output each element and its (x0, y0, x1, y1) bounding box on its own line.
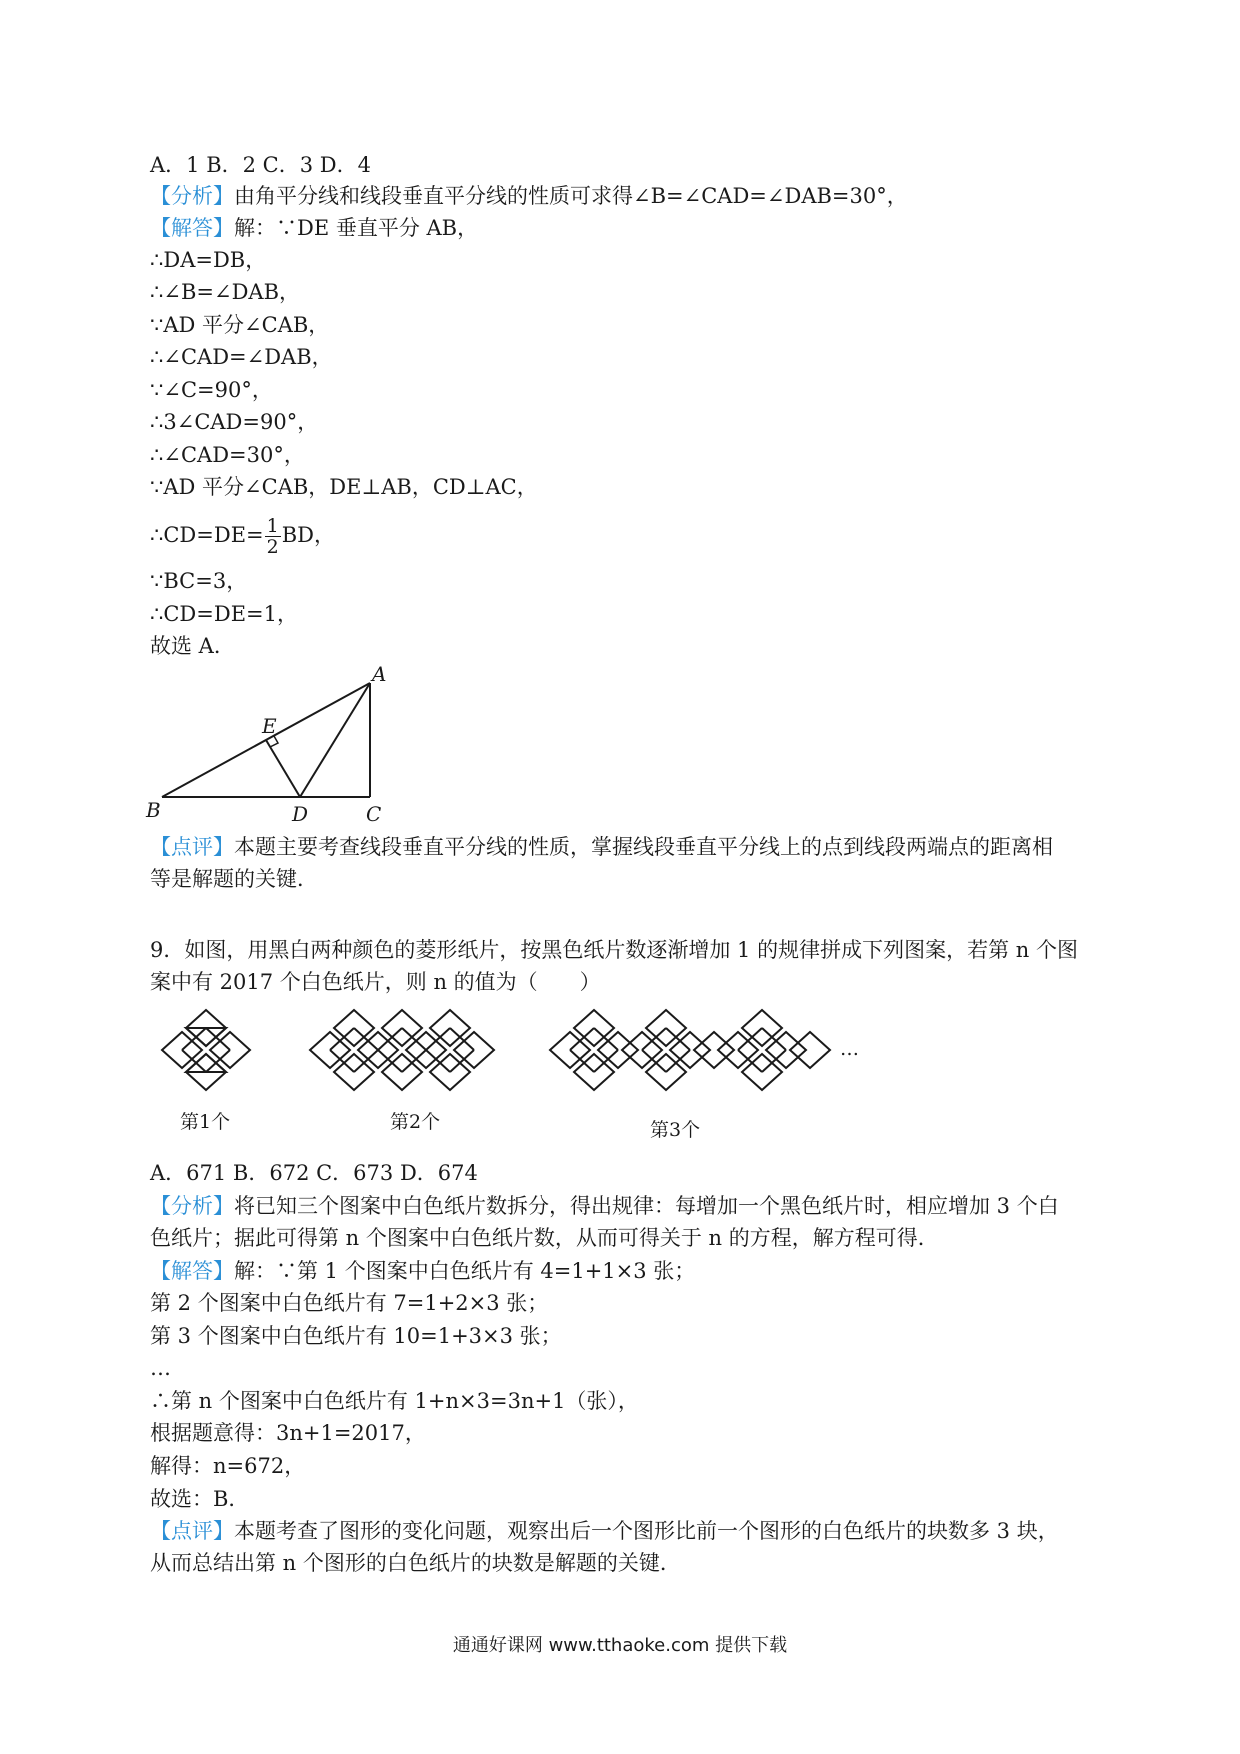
answer-tag: 【解答】 (150, 216, 234, 240)
q9-answer (150, 1256, 695, 1286)
q9-analysis-2: 色纸片；据此可得第 n 个图案中白色纸片数，从而可得关于 n 的方程，解方程可得． (150, 1226, 939, 1250)
pattern-2 (310, 1010, 494, 1090)
q8-step: ∴DA=DB， (150, 248, 267, 272)
q8-options: A．1 B．2 C．3 D．4 (150, 153, 371, 177)
label-B: B (146, 798, 161, 822)
q9-analysis (150, 1191, 1059, 1221)
triangle-figure (140, 665, 400, 825)
segment-ED (266, 740, 300, 797)
q9-step: 故选：B． (150, 1487, 250, 1511)
rhombus-pattern-figure (140, 1000, 920, 1150)
q9-stem-1: 9．如图，用黑白两种颜色的菱形纸片，按黑色纸片数逐渐增加 1 的规律拼成下列图案，若第 n 个图 (150, 938, 1078, 962)
q8-answer (150, 213, 478, 243)
frac-prefix: ∴CD=DE= (150, 523, 264, 547)
q8-fraction-line (150, 510, 335, 560)
comment-tag: 【点评】 (150, 1519, 234, 1543)
q9-step: … (150, 1356, 171, 1380)
answer-first-line: 解：∵第 1 个图案中白色纸片有 4=1+1×3 张； (234, 1259, 696, 1283)
comment-line-1: 本题主要考查线段垂直平分线的性质，掌握线段垂直平分线上的点到线段两端点的距离相 (234, 835, 1053, 859)
answer-tag: 【解答】 (150, 1259, 234, 1283)
q8-analysis (150, 181, 908, 211)
caption-3: 第3个 (650, 1119, 701, 1141)
fraction-denominator: 2 (266, 536, 279, 558)
q9-step: 解得：n=672， (150, 1454, 306, 1478)
pattern-ellipsis: … (840, 1038, 859, 1060)
caption-1: 第1个 (180, 1111, 231, 1133)
segment-DA (300, 683, 370, 797)
q8-comment (150, 832, 1053, 862)
analysis-line-1: 将已知三个图案中白色纸片数拆分，得出规律：每增加一个黑色纸片时，相应增加 3 个白 (234, 1194, 1059, 1218)
pattern-3 (550, 1010, 830, 1090)
q8-step: ∴CD=DE=1， (150, 602, 298, 626)
label-A: A (372, 665, 387, 686)
q9-step: 根据题意得：3n+1=2017， (150, 1421, 426, 1445)
label-E: E (262, 714, 277, 738)
q8-comment-2: 等是解题的关键． (150, 867, 318, 891)
q8-step: ∵∠C=90°， (150, 378, 273, 402)
label-D: D (292, 802, 309, 825)
pattern-1 (162, 1010, 250, 1090)
q8-step: ∴3∠CAD=90°， (150, 410, 319, 434)
q9-comment (150, 1516, 1059, 1546)
q8-step: ∵AD 平分∠CAB，DE⊥AB，CD⊥AC， (150, 475, 538, 499)
fraction (265, 516, 281, 557)
q9-comment-2: 从而总结出第 n 个图形的白色纸片的块数是解题的关键． (150, 1551, 681, 1575)
q9-step: ∴第 n 个图案中白色纸片有 1+n×3=3n+1（张）， (150, 1389, 639, 1413)
frac-suffix: BD， (281, 523, 335, 547)
analysis-text: 由角平分线和线段垂直平分线的性质可求得∠B=∠CAD=∠DAB=30°， (234, 184, 908, 208)
label-C: C (366, 802, 382, 825)
q9-stem-2: 案中有 2017 个白色纸片，则 n 的值为（ ） (150, 970, 601, 994)
caption-2: 第2个 (390, 1111, 441, 1133)
q9-options: A．671 B．672 C．673 D．674 (150, 1161, 478, 1185)
comment-line-1: 本题考查了图形的变化问题，观察出后一个图形比前一个图形的白色纸片的块数多 3 块， (234, 1519, 1059, 1543)
q9-step: 第 2 个图案中白色纸片有 7=1+2×3 张； (150, 1291, 549, 1315)
answer-first-line: 解：∵DE 垂直平分 AB， (234, 216, 479, 240)
q8-step: ∵AD 平分∠CAB， (150, 313, 330, 337)
analysis-tag: 【分析】 (150, 1194, 234, 1218)
analysis-tag: 【分析】 (150, 184, 234, 208)
q8-step: ∴∠B=∠DAB， (150, 280, 301, 304)
q8-step: ∵BC=3， (150, 569, 248, 593)
comment-tag: 【点评】 (150, 835, 234, 859)
page-footer: 通通好课网 www.tthaoke.com 提供下载 (452, 1635, 788, 1656)
q9-step: 第 3 个图案中白色纸片有 10=1+3×3 张； (150, 1324, 562, 1348)
fraction-numerator: 1 (266, 515, 279, 537)
q8-step: ∴∠CAD=∠DAB， (150, 345, 333, 369)
q8-step: 故选 A． (150, 634, 235, 658)
q8-step: ∴∠CAD=30°， (150, 443, 305, 467)
